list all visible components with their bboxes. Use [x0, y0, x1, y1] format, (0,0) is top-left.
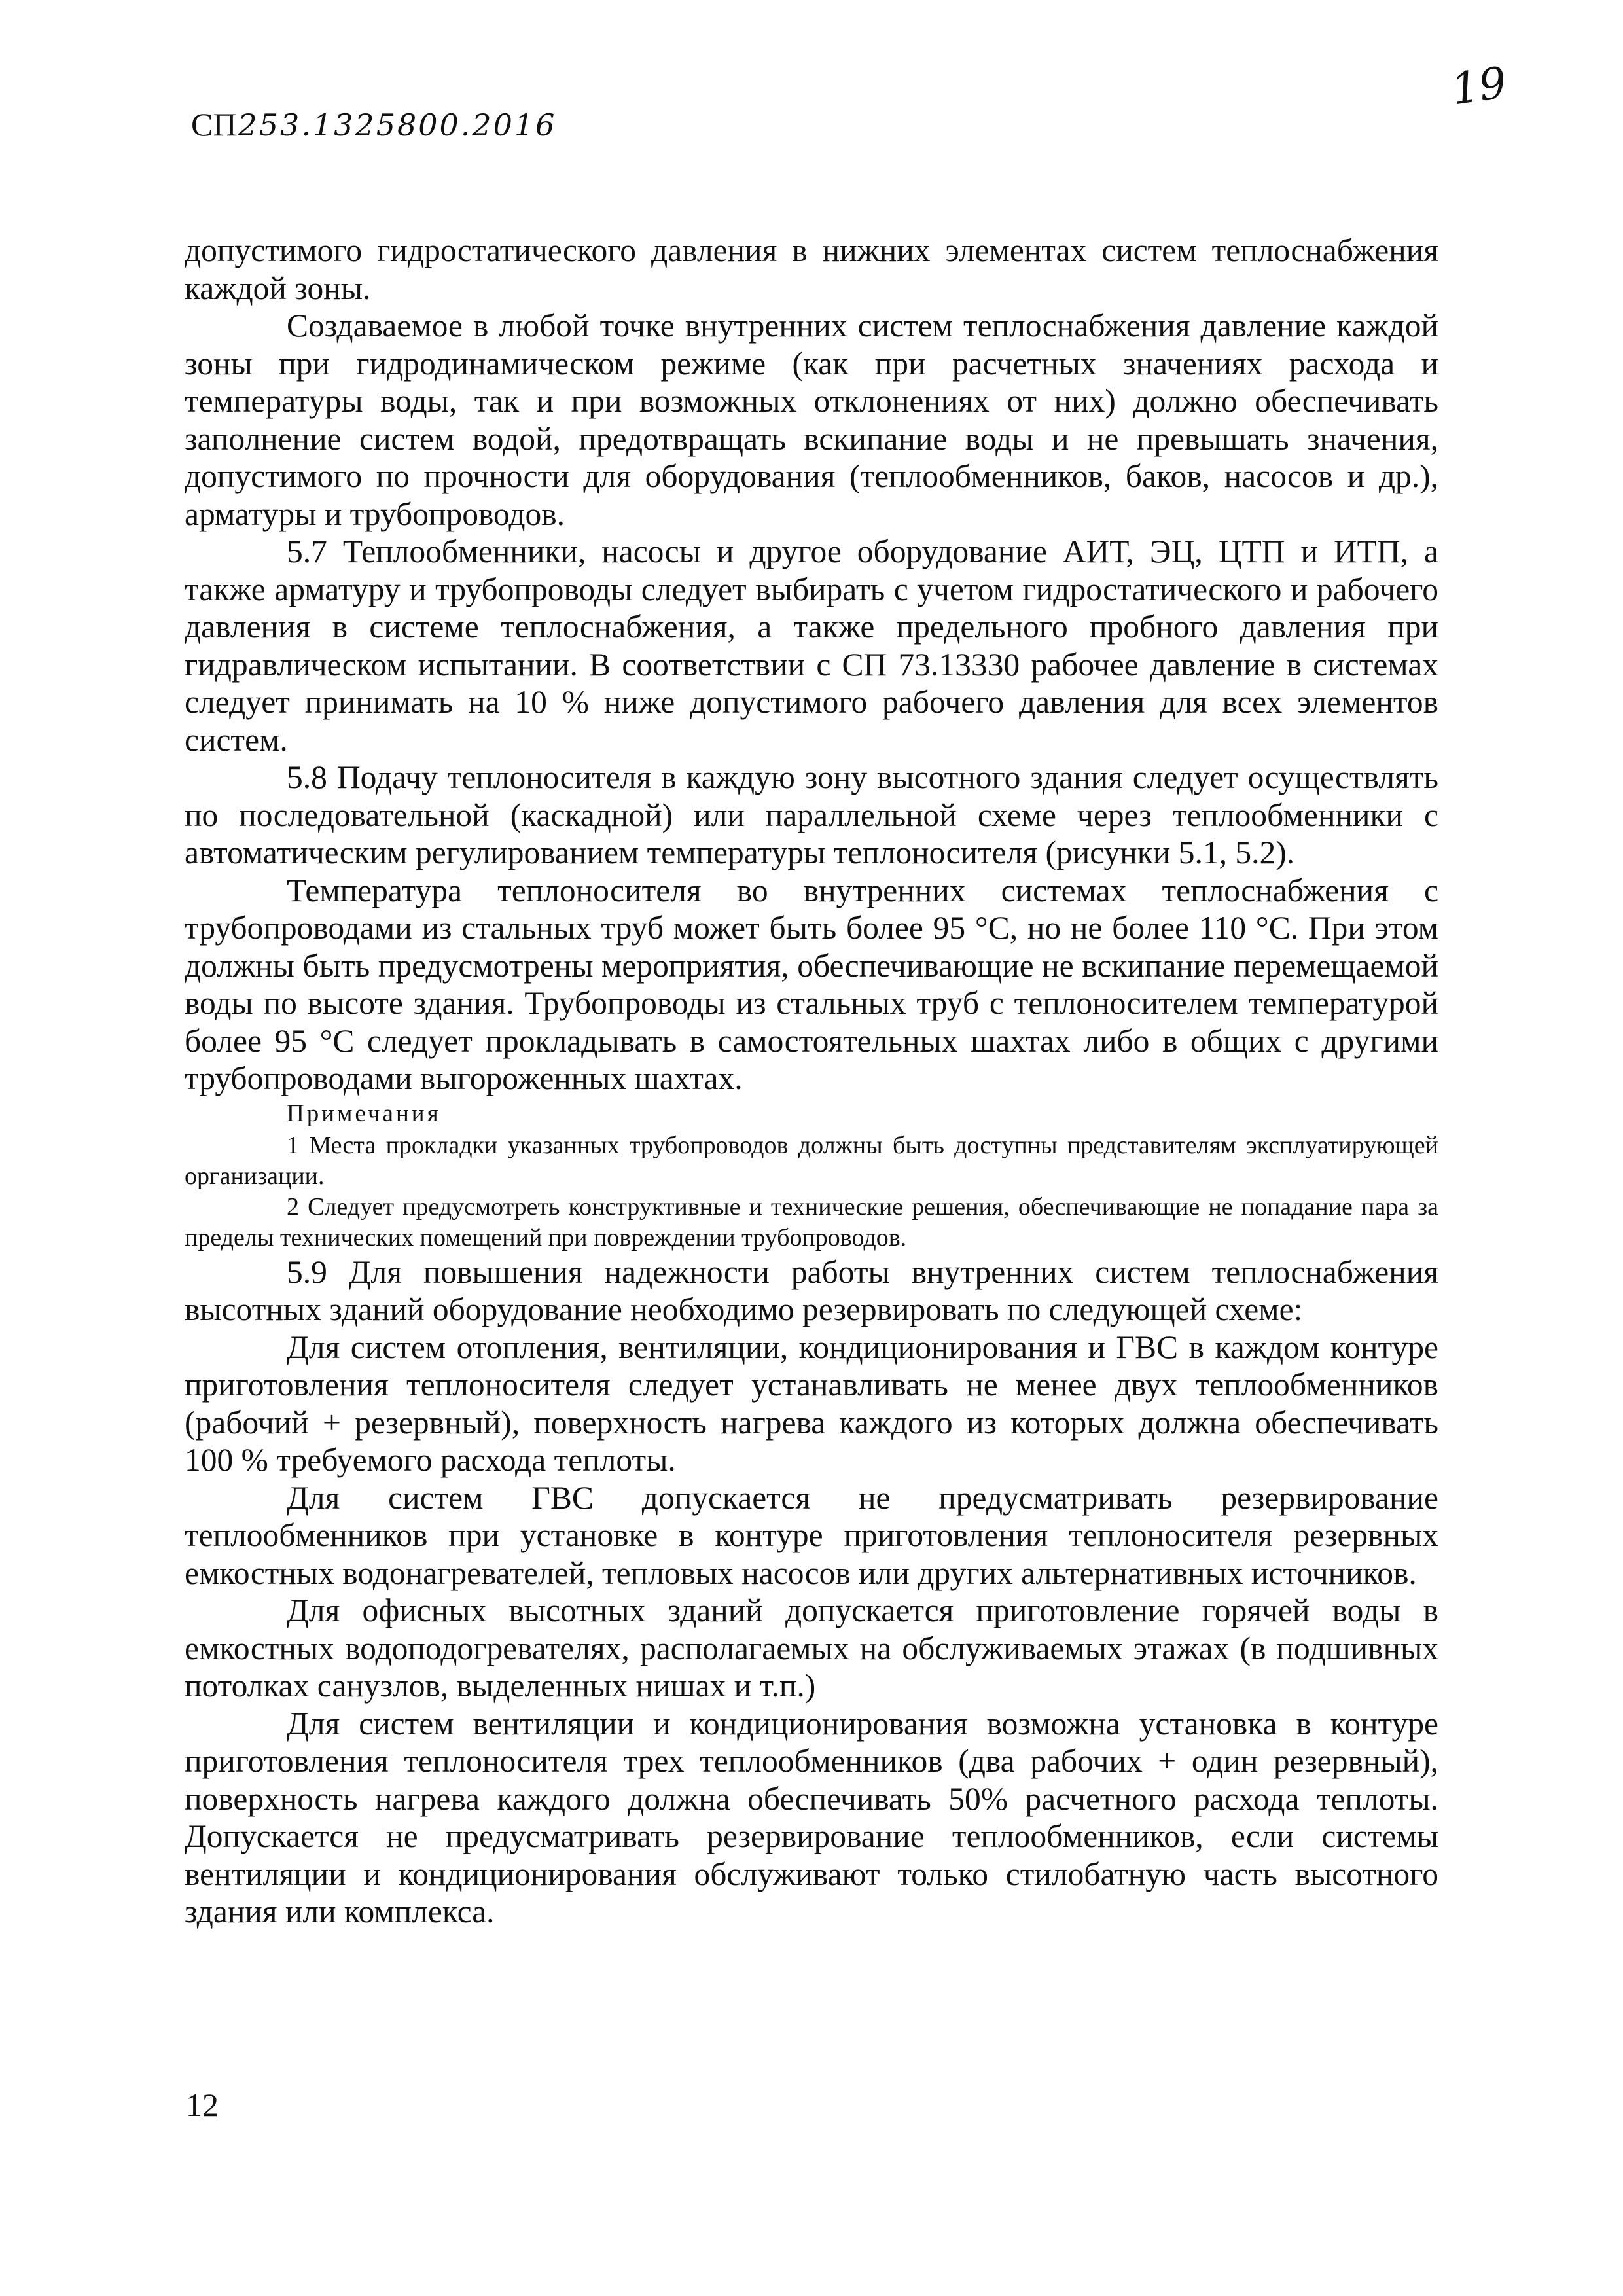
- paragraph-temperature: Температура теплоносителя во внутренних системах теплоснабжения с трубопроводами из стальных труб может быть более 95 °С, но не более 110 °С. При этом должны быть предусмотрены мероприятия, обеспечивающие не вскипание перемещаемой воды по высоте здания. Трубопроводы из стальных труб с теплоносителем температурой более 95 °С следует прокладывать в самостоятельных шахтах либо в общих с другими трубопроводами выгороженных шахтах.: [185, 872, 1438, 1096]
- note-item: 2 Следует предусмотреть конструктивные и технические решения, обеспечивающие не попадание пара за пределы технических помещений при повреждении трубопроводов.: [185, 1193, 1438, 1251]
- handwritten-code: 253.1325800.2016: [238, 107, 557, 143]
- handwritten-page-mark: 19: [1448, 57, 1510, 115]
- notes-heading: Примечания: [287, 1100, 441, 1127]
- paragraph-5-8: 5.8 Подачу теплоносителя в каждую зону высотного здания следует осуществлять по последовательной (каскадной) или параллельной схеме через теплообменники с автоматическим регулированием температуры теплоносителя (рисунки 5.1, 5.2).: [185, 759, 1438, 870]
- document-body: [185, 232, 1438, 1931]
- paragraph-office-buildings: Для офисных высотных зданий допускается приготовление горячей воды в емкостных водоподогревателях, располагаемых на обслуживаемых этажах (в подшивных потолках санузлов, выделенных нишах и т.п.): [185, 1592, 1438, 1704]
- paragraph-ventilation: Для систем вентиляции и кондиционирования возможна установка в контуре приготовления теплоносителя трех теплообменников (два рабочих + один резервный), поверхность нагрева каждого должна обеспечивать 50% расчетного расхода теплоты. Допускается не предусматривать резервирование теплообменников, если системы вентиляции и кондиционирования обслуживают только стилобатную часть высотного здания или комплекса.: [185, 1705, 1438, 1929]
- paragraph-hot-water: Для систем ГВС допускается не предусматривать резервирование теплообменников при установке в контуре приготовления теплоносителя резервных емкостных водонагревателей, тепловых насосов или других альтернативных источников.: [185, 1479, 1438, 1591]
- paragraph-5-7: 5.7 Теплообменники, насосы и другое оборудование АИТ, ЭЦ, ЦТП и ИТП, а также арматуру и трубопроводы следует выбирать с учетом гидростатического и рабочего давления в системе теплоснабжения, а также предельного пробного давления при гидравлическом испытании. В соответствии с СП 73.13330 рабочее давление в системах следует принимать на 10 % ниже допустимого рабочего давления для всех элементов систем.: [185, 533, 1438, 758]
- paragraph-heating-systems: Для систем отопления, вентиляции, кондиционирования и ГВС в каждом контуре приготовления теплоносителя следует устанавливать не менее двух теплообменников (рабочий + резервный), поверхность нагрева каждого из которых должна обеспечивать 100 % требуемого расхода теплоты.: [185, 1329, 1438, 1478]
- document-code-prefix: СП: [191, 106, 237, 143]
- page-number: 12: [186, 2087, 219, 2123]
- paragraph-pressure: Создаваемое в любой точке внутренних систем теплоснабжения давление каждой зоны при гидродинамическом режиме (как при расчетных значениях расхода и температуры воды, так и при возможных отклонениях от них) должно обеспечивать заполнение систем водой, предотвращать вскипание воды и не превышать значения, допустимого по прочности для оборудования (теплообменников, баков, насосов и др.), арматуры и трубопроводов.: [185, 308, 1438, 532]
- paragraph-continuation: допустимого гидростатического давления в нижних элементах систем теплоснабжения каждой зоны.: [185, 232, 1438, 306]
- document-code: [191, 105, 556, 145]
- paragraph-5-9: 5.9 Для повышения надежности работы внутренних систем теплоснабжения высотных зданий оборудование необходимо резервировать по следующей схеме:: [185, 1253, 1438, 1327]
- note-item: 1 Места прокладки указанных трубопроводов должны быть доступны представителям эксплуатирующей организации.: [185, 1131, 1438, 1190]
